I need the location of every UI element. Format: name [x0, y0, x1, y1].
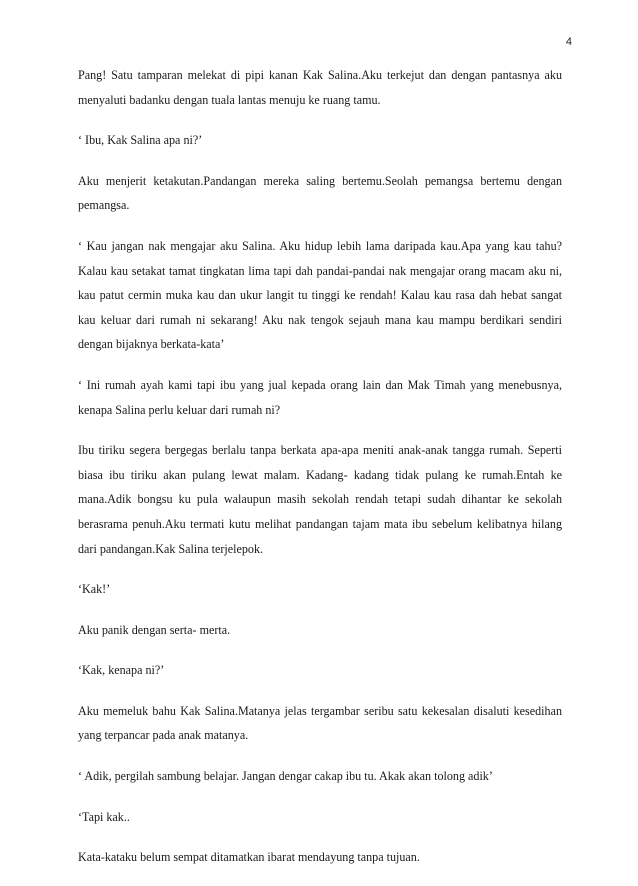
paragraph-9: ‘Kak, kenapa ni?’ — [78, 663, 165, 678]
paragraph-5: ‘ Ini rumah ayah kami tapi ibu yang jual kepada orang lain dan Mak Timah yang menebusnya, kenapa Salina perlu keluar dari rumah ni? — [78, 377, 562, 417]
paragraph-2: ‘ Ibu, Kak Salina apa ni?’ — [78, 133, 203, 148]
paragraph-4: ‘ Kau jangan nak mengajar aku Salina. Aku hidup lebih lama daripada kau.Apa yang kau tahu? Kalau kau setakat tamat tingkatan lima tapi dah pandai-pandai nak mengajar orang macam aku ni, kau patut cermin muka kau dan ukur langit tu tinggi ke rendah! Kalau kau rasa dah hebat sangat kau keluar dari rumah ni sekarang! Aku nak tengok sejauh mana kau mampu berdikari sendiri dengan bijaknya berkata-kata’ — [78, 238, 562, 352]
paragraph-11: ‘ Adik, pergilah sambung belajar. Jangan dengar cakap ibu tu. Akak akan tolong adik’ — [78, 769, 493, 784]
paragraph-10: Aku memeluk bahu Kak Salina.Matanya jelas tergambar seribu satu kekesalan disaluti kesedihan yang terpancar pada anak matanya. — [78, 703, 562, 743]
paragraph-13: Kata-kataku belum sempat ditamatkan ibarat mendayung tanpa tujuan. — [78, 850, 420, 865]
paragraph-6: Ibu tiriku segera bergegas berlalu tanpa berkata apa-apa meniti anak-anak tangga rumah. Seperti biasa ibu tiriku akan pulang lewat malam. Kadang- kadang tidak pulang ke rumah.Entah ke mana.Adik bongsu ku pula walaupun masih sekolah rendah tetapi sudah dihantar ke sekolah berasrama penuh.Aku termati kutu melihat pandangan tajam mata ibu sebelum kelibatnya hilang dari pandangan.Kak Salina terjelepok. — [78, 443, 562, 556]
paragraph-8: Aku panik dengan serta- merta. — [78, 622, 231, 637]
paragraph-3: Aku menjerit ketakutan.Pandangan mereka saling bertemu.Seolah pemangsa bertemu dengan pemangsa. — [78, 173, 562, 213]
page-number: 4 — [565, 36, 572, 48]
paragraph-12: ‘Tapi kak.. — [78, 809, 130, 824]
paragraph-7: ‘Kak!’ — [78, 582, 111, 597]
paragraph-1: Pang! Satu tamparan melekat di pipi kanan Kak Salina.Aku terkejut dan dengan pantasnya aku menyaluti badanku dengan tuala lantas menuju ke ruang tamu. — [78, 68, 562, 107]
document-body — [78, 63, 562, 886]
